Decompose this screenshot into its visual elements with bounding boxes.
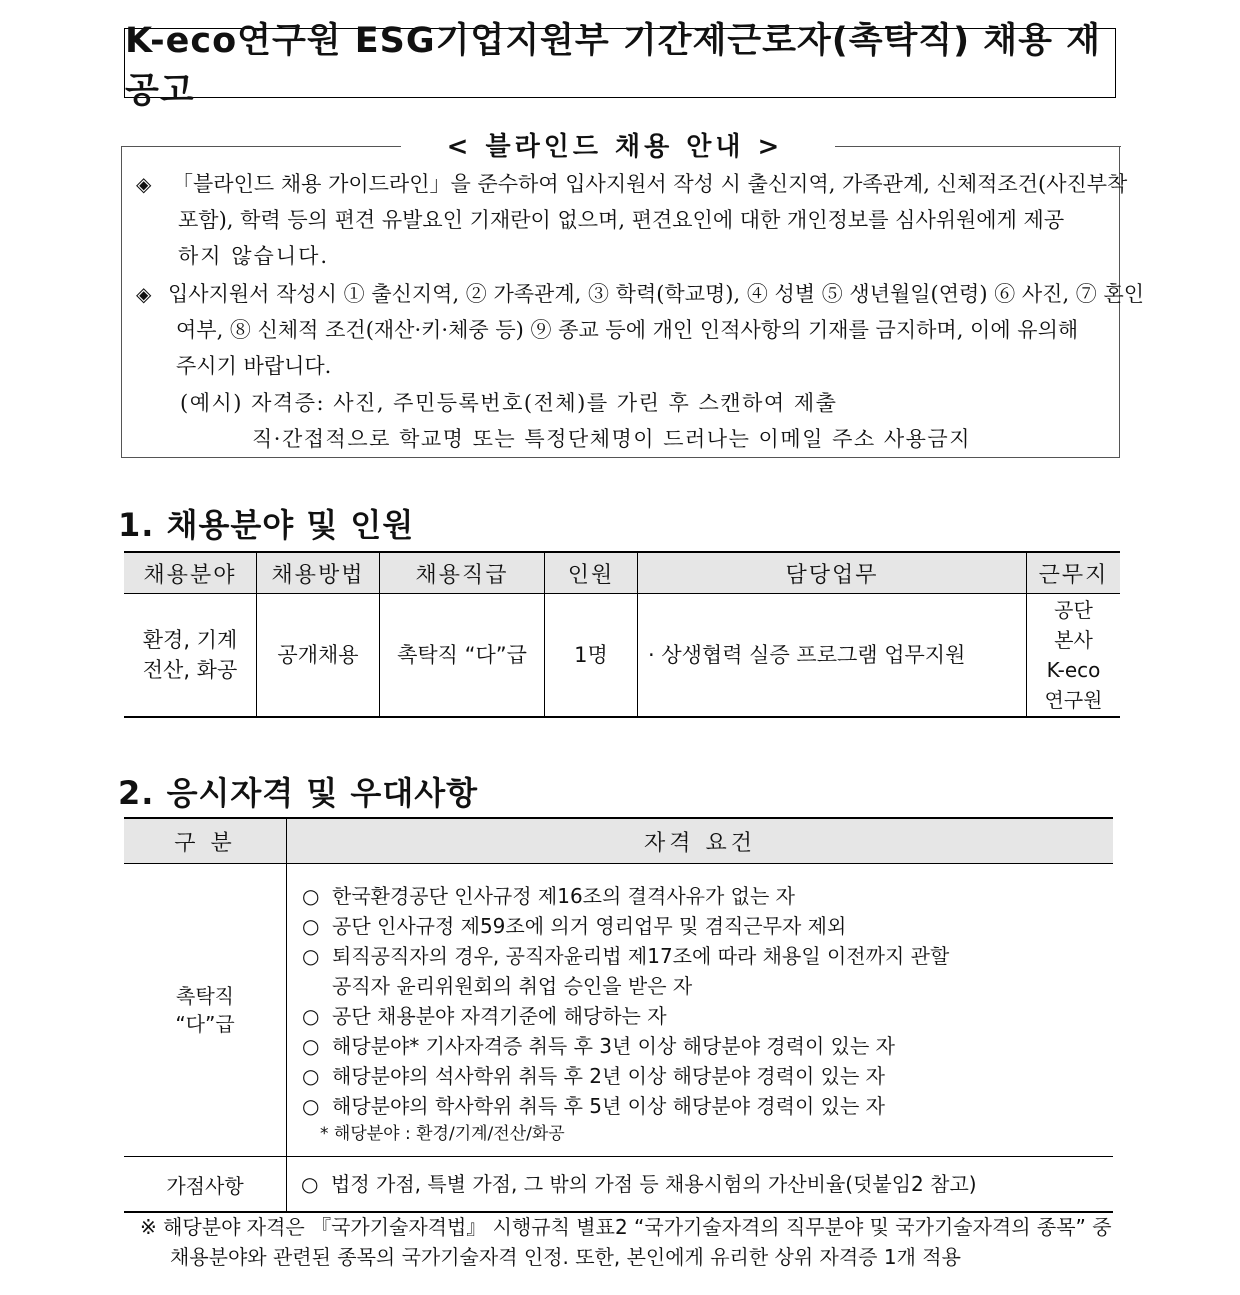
recruit-table xyxy=(124,551,1120,718)
field-cell: 환경, 기계 전산, 화공 xyxy=(124,594,257,718)
col-header: 근무지 xyxy=(1027,552,1121,594)
blind-para2-line3: 주시기 바랍니다. xyxy=(176,354,332,378)
list-item: ○ 해당분야의 석사학위 취득 후 2년 이상 해당분야 경력이 있는 자 xyxy=(302,1064,885,1088)
section1-title: 1. 채용분야 및 인원 xyxy=(118,506,415,544)
duty-cell: · 상생협력 실증 프로그램 업무지원 xyxy=(638,594,1027,718)
grade-label-cell: 촉탁직 “다”급 xyxy=(124,864,287,1157)
requirements-cell xyxy=(287,864,1114,1157)
table-row xyxy=(124,594,1120,718)
list-item-continued: 공직자 윤리위원회의 취업 승인을 받은 자 xyxy=(332,974,693,998)
list-item: ○ 퇴직공직자의 경우, 공직자윤리법 제17조에 따라 채용일 이전까지 관할 xyxy=(302,944,950,968)
list-item: ○ 공단 인사규정 제59조에 의거 영리업무 및 겸직근무자 제외 xyxy=(302,914,847,938)
blind-para1-line1: 「블라인드 채용 가이드라인」을 준수하여 입사지원서 작성 시 출신지역, 가족관계, 신체적조건(사진부착 xyxy=(172,172,1128,196)
col-header: 채용분야 xyxy=(124,552,257,594)
method-cell: 공개채용 xyxy=(257,594,380,718)
col-header: 담당업무 xyxy=(638,552,1027,594)
bonus-cell: ○ 법정 가점, 특별 가점, 그 밖의 가점 등 채용시험의 가산비율(덧붙임2 참고) xyxy=(287,1157,1114,1213)
col-header: 자격 요건 xyxy=(287,818,1114,864)
blind-heading: < 블라인드 채용 안내 > xyxy=(446,132,784,162)
list-item: ○ 공단 채용분야 자격기준에 해당하는 자 xyxy=(302,1004,667,1028)
list-item: ○ 해당분야의 학사학위 취득 후 5년 이상 해당분야 경력이 있는 자 xyxy=(302,1094,885,1118)
qualification-table xyxy=(124,817,1113,1213)
blind-para2-line1: 입사지원서 작성시 ① 출신지역, ② 가족관계, ③ 학력(학교명), ④ 성별 ⑤ 생년월일(연령) ⑥ 사진, ⑦ 혼인 xyxy=(168,282,1145,306)
col-header: 구 분 xyxy=(124,818,287,864)
col-header: 채용방법 xyxy=(257,552,380,594)
table-row xyxy=(124,864,1113,1157)
field-note: * 해당분야 : 환경/기계/전산/화공 xyxy=(320,1124,565,1144)
list-item: ○ 해당분야* 기사자격증 취득 후 3년 이상 해당분야 경력이 있는 자 xyxy=(302,1034,895,1058)
list-item: ○ 한국환경공단 인사규정 제16조의 결격사유가 없는 자 xyxy=(302,884,795,908)
blind-example1: (예시) 자격증: 사진, 주민등록번호(전체)를 가린 후 스캔하여 제출 xyxy=(180,391,838,415)
table-row xyxy=(124,1157,1113,1213)
diamond-bullet-icon: ◈ xyxy=(136,172,152,196)
blind-example2: 직·간접적으로 학교명 또는 특정단체명이 드러나는 이메일 주소 사용금지 xyxy=(252,427,971,451)
col-header: 인원 xyxy=(545,552,638,594)
blind-para1-line2: 포함), 학력 등의 편견 유발요인 기재란이 없으며, 편견요인에 대한 개인정보를 심사위원에게 제공 xyxy=(178,208,1065,232)
section2-title: 2. 응시자격 및 우대사항 xyxy=(118,774,479,812)
page-title: K-eco연구원 ESG기업지원부 기간제근로자(촉탁직) 채용 재공고 xyxy=(124,28,1116,98)
location-cell: 공단 본사 K-eco 연구원 xyxy=(1027,594,1121,718)
diamond-bullet-icon: ◈ xyxy=(136,282,152,306)
blind-para1-line3: 하지 않습니다. xyxy=(178,244,330,268)
count-cell: 1명 xyxy=(545,594,638,718)
blind-para2-line2: 여부, ⑧ 신체적 조건(재산·키·체중 등) ⑨ 종교 등에 개인 인적사항의 기재를 금지하며, 이에 유의해 xyxy=(176,318,1079,342)
bonus-label-cell: 가점사항 xyxy=(124,1157,287,1213)
footer-note: ※ 해당분야 자격은 『국가기술자격법』 시행규칙 별표2 “국가기술자격의 직무분야 및 국가기술자격의 종목” 중 채용분야와 관련된 종목의 국가기술자격 인정. 또한, 본인에게 유리한 상위 자격증 1개 적용 xyxy=(140,1215,1112,1269)
grade-cell: 촉탁직 “다”급 xyxy=(380,594,545,718)
col-header: 채용직급 xyxy=(380,552,545,594)
